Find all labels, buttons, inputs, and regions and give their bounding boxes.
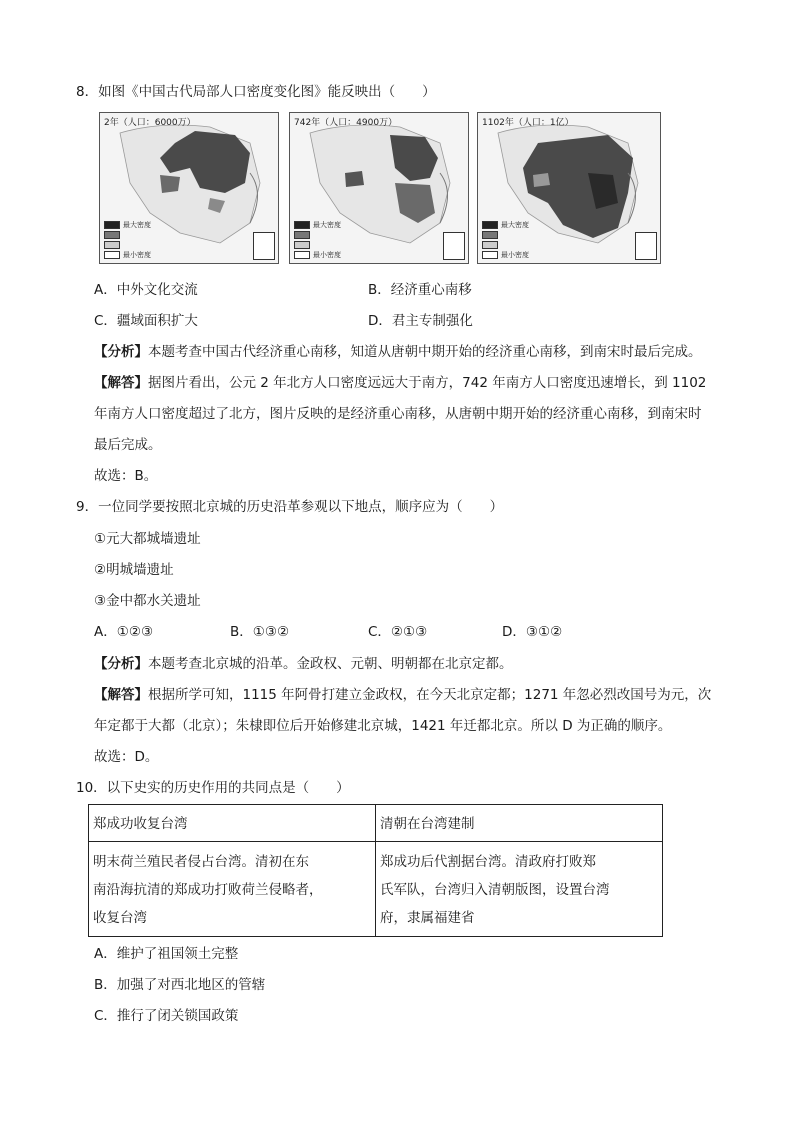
q9-item-3: ③金中都水关遗址: [94, 593, 201, 609]
q9-option-a: A．①②③: [94, 624, 154, 640]
cell-line: 府，隶属福建省: [380, 910, 475, 926]
map-title: 2年（人口：6000万）: [104, 118, 196, 128]
table-cell: [376, 842, 663, 937]
analysis-text: 本题考查北京城的沿革。金政权、元朝、明朝都在北京定都。: [148, 656, 513, 672]
table-header: 清朝在台湾建制: [376, 805, 663, 842]
population-density-maps: [99, 112, 661, 266]
history-comparison-table: [88, 804, 663, 937]
legend-max-label: 最大密度: [123, 221, 151, 229]
map-title: 1102年（人口：1亿）: [482, 118, 574, 128]
table-row: [89, 842, 663, 937]
q8-option-b: B．经济重心南移: [368, 282, 472, 298]
answer-tag: 【解答】: [94, 687, 148, 703]
q8-stem: 8．如图《中国古代局部人口密度变化图》能反映出（ ）: [76, 84, 436, 100]
q8-choice: 故选：B。: [94, 468, 158, 484]
analysis-tag: 【分析】: [94, 344, 148, 360]
q8-option-d: D．君主专制强化: [368, 313, 473, 329]
q9-option-c: C．②①③: [368, 624, 428, 640]
q8-answer-line-2: 年南方人口密度超过了北方，图片反映的是经济重心南移，从唐朝中期开始的经济重心南移，到南宋时: [94, 406, 702, 422]
q10-option-c: C．推行了闭关锁国政策: [94, 1008, 239, 1024]
cell-line: 南沿海抗清的郑成功打败荷兰侵略者，: [93, 882, 323, 898]
legend-min-label: 最小密度: [313, 251, 341, 259]
q9-answer-line-1: [94, 685, 711, 705]
q8-answer-line-1: [94, 373, 706, 393]
answer-text: 据图片看出，公元 2 年北方人口密度远远大于南方，742 年南方人口密度迅速增长，到 1102: [148, 375, 707, 391]
q8-analysis: [94, 342, 702, 362]
south-sea-inset: [443, 232, 465, 260]
q8-answer-line-3: 最后完成。: [94, 437, 162, 453]
q8-option-c: C．疆域面积扩大: [94, 313, 198, 329]
q9-choice: 故选：D。: [94, 749, 159, 765]
table-cell: [89, 842, 376, 937]
q8-option-a: A．中外文化交流: [94, 282, 198, 298]
south-sea-inset: [253, 232, 275, 260]
map-year-1102: [477, 112, 661, 264]
q9-answer-line-2: 年定都于大都（北京）；朱棣即位后开始修建北京城，1421 年迁都北京。所以 D 为正确的顺序。: [94, 718, 672, 734]
q10-stem: 10．以下史实的历史作用的共同点是（ ）: [76, 780, 350, 796]
cell-line: 氏军队，台湾归入清朝版图，设置台湾: [380, 882, 610, 898]
cell-line: 明末荷兰殖民者侵占台湾。清初在东: [93, 854, 309, 870]
map-year-742: [289, 112, 469, 264]
map-legend: [294, 220, 341, 260]
q9-option-b: B．①③②: [230, 624, 290, 640]
q9-analysis: [94, 654, 513, 674]
answer-text: 根据所学可知，1115 年阿骨打建立金政权，在今天北京定都；1271 年忽必烈改国号为元，次: [148, 687, 712, 703]
legend-min-label: 最小密度: [123, 251, 151, 259]
table-header: 郑成功收复台湾: [89, 805, 376, 842]
south-sea-inset: [635, 232, 657, 260]
map-legend: [104, 220, 151, 260]
legend-max-label: 最大密度: [313, 221, 341, 229]
q9-option-d: D．③①②: [502, 624, 563, 640]
analysis-tag: 【分析】: [94, 656, 148, 672]
analysis-text: 本题考查中国古代经济重心南移，知道从唐朝中期开始的经济重心南移，到南宋时最后完成。: [148, 344, 702, 360]
q9-stem: 9．一位同学要按照北京城的历史沿革参观以下地点，顺序应为（ ）: [76, 499, 504, 515]
answer-tag: 【解答】: [94, 375, 148, 391]
q10-option-b: B．加强了对西北地区的管辖: [94, 977, 266, 993]
map-legend: [482, 220, 529, 260]
legend-min-label: 最小密度: [501, 251, 529, 259]
q9-item-2: ②明城墙遗址: [94, 562, 174, 578]
q9-item-1: ①元大都城墙遗址: [94, 531, 201, 547]
table-header-row: [89, 805, 663, 842]
cell-line: 郑成功后代割据台湾。清政府打败郑: [380, 854, 596, 870]
q10-option-a: A．维护了祖国领土完整: [94, 946, 239, 962]
legend-max-label: 最大密度: [501, 221, 529, 229]
map-title: 742年（人口：4900万）: [294, 118, 398, 128]
cell-line: 收复台湾: [93, 910, 147, 926]
map-year-2: [99, 112, 279, 264]
